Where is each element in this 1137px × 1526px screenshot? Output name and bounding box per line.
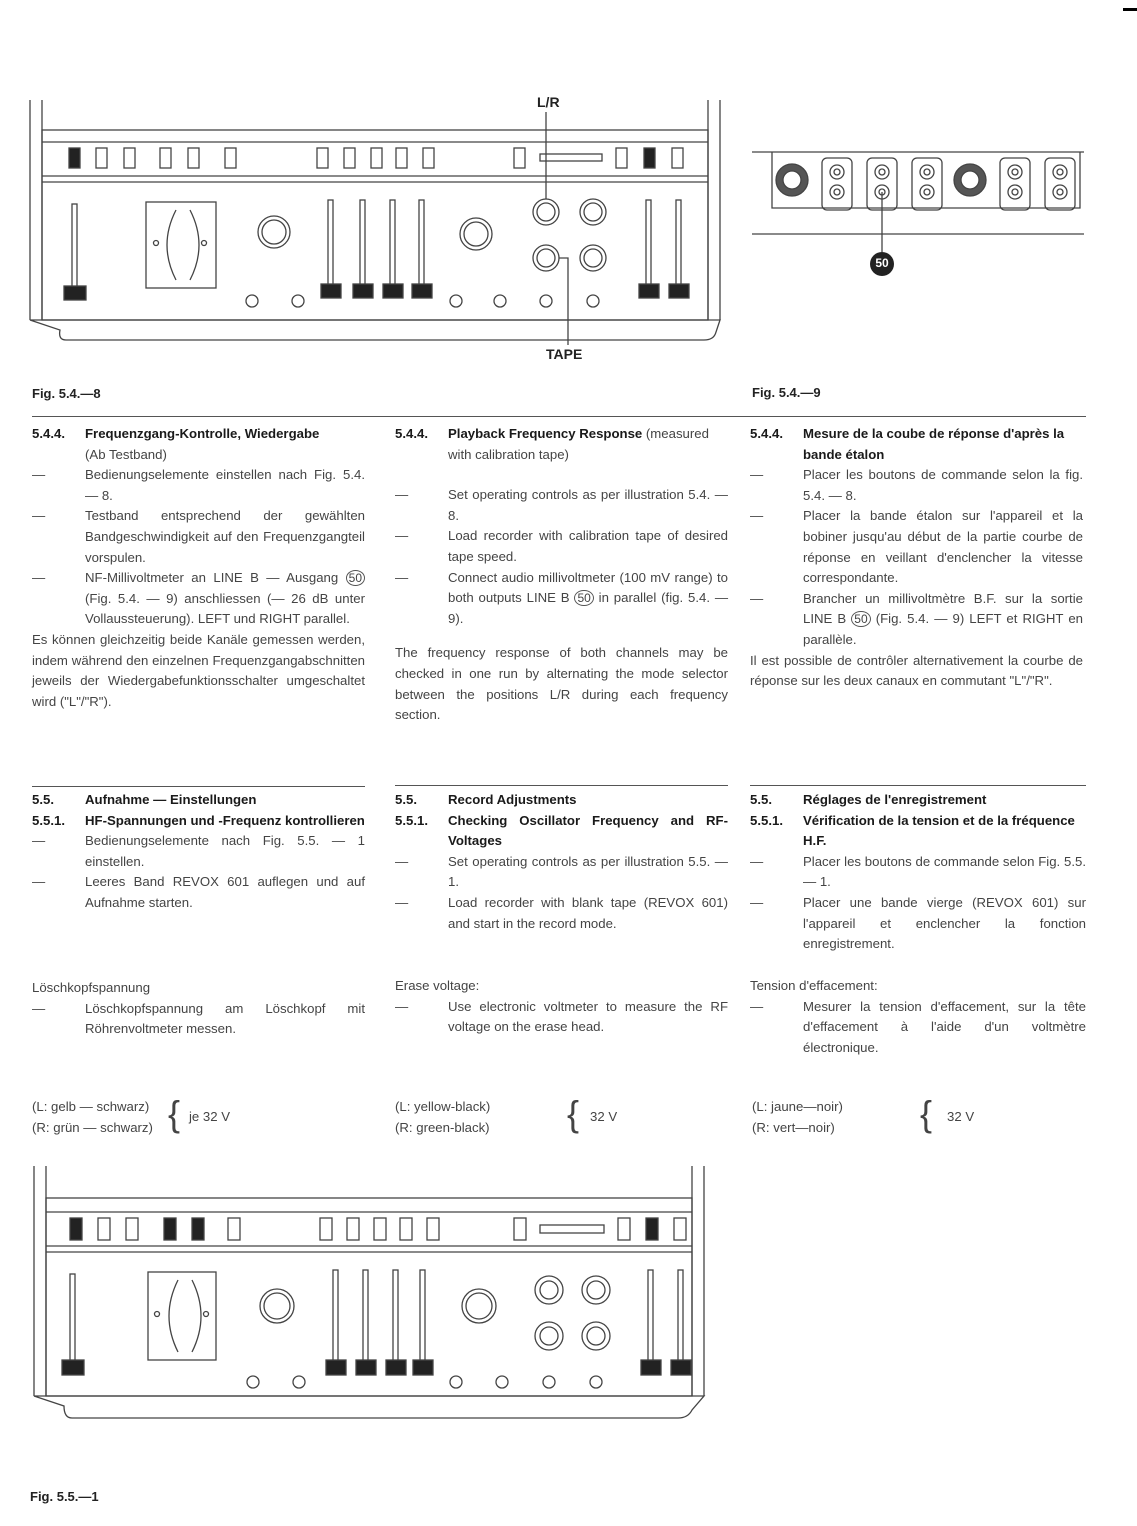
ref-50-icon: 50 [851, 611, 870, 627]
voltage-en: 32 V [590, 1109, 618, 1124]
heading-55-de: 5.5. Aufnahme — Einstellungen [32, 792, 257, 807]
step1-544-de: — Bedienungselemente einstellen nach Fig. 5.4. — 8. [32, 467, 365, 503]
fig-548-label: Fig. 5.4.—8 [32, 386, 101, 401]
step3-544-de: — NF-Millivoltmeter an LINE B — Ausgang 50 (Fig. 5.4. — 9) anschliessen (— 26 dB unter Vollaussteuerung). LEFT und RIGHT parallel. [32, 570, 365, 627]
heading-551-fr: 5.5.1. Vérification de la tension et de la fréquence H.F. [750, 812, 1075, 849]
figure-551-panel [32, 1166, 707, 1436]
brace-icon: { [567, 1093, 580, 1134]
heading-55-fr: 5.5. Réglages de l'enregistrement [750, 792, 987, 807]
note-544-fr: Il est possible de contrôler alternativement la courbe de réponse sur les deux canaux en commutant "L"/"R". [750, 652, 1083, 689]
note-544-en: The frequency response of both channels may be checked in one run by alternating the mode selector between the positions L/R during each frequency section. [395, 645, 728, 723]
callout-50: 50 [875, 256, 889, 270]
erase-step-en: — Use electronic voltmeter to measure the RF voltage on the erase head. [395, 998, 728, 1035]
step2-544-en: — Load recorder with calibration tape of desired tape speed. [395, 528, 728, 564]
erase-heading-en: Erase voltage: [395, 978, 480, 993]
step2-544-fr: — Placer la bande étalon sur l'appareil et la bobiner jusqu'au début de la partie courbe de réponse en veillant d'enclencher la vitesse correspondante. [750, 508, 1083, 586]
wires-fr: (L: jaune—noir) (R: vert—noir) [752, 1099, 843, 1135]
step1-544-fr: — Placer les boutons de commande selon la fig. 5.4. — 8. [750, 467, 1083, 503]
section-55-en [395, 790, 728, 934]
heading-551-en: 5.5.1. Checking Oscillator Frequency and RF-Voltages [395, 812, 728, 849]
rule-55-en [395, 785, 728, 786]
section-544-fr [750, 424, 1083, 692]
rule-55-fr [750, 785, 1086, 786]
heading-544-fr: 5.4.4. Mesure de la coube de réponse d'après la bande étalon [750, 426, 1065, 462]
brace-icon: { [168, 1093, 181, 1134]
step1-551-de: — Bedienungselemente nach Fig. 5.5. — 1 einstellen. [32, 833, 365, 869]
callout-lr: L/R [537, 94, 560, 110]
erase-fr [750, 976, 1086, 1058]
heading-544-en: 5.4.4. Playback Frequency Response (measured with calibration tape) [395, 426, 709, 462]
section-55-de [32, 790, 365, 914]
heading-551-de: 5.5.1. HF-Spannungen und -Frequenz kontrollieren [32, 812, 365, 828]
heading-55-en: 5.5. Record Adjustments [395, 792, 577, 807]
rule-544 [32, 416, 1086, 417]
subtitle-544-de: (Ab Testband) [85, 446, 167, 462]
step1-551-fr: — Placer les boutons de commande selon Fig. 5.5. — 1. [750, 853, 1086, 890]
erase-step-fr: — Mesurer la tension d'effacement, sur la tête d'effacement à l'aide d'un voltmètre électronique. [750, 998, 1086, 1055]
step1-551-en: — Set operating controls as per illustration 5.5. — 1. [395, 853, 728, 890]
wires-en: (L: yellow-black) (R: green-black) [395, 1099, 491, 1135]
step2-551-fr: — Placer une bande vierge (REVOX 601) sur l'appareil et enclencher la fonction enregistrement. [750, 894, 1086, 952]
ref-50-icon: 50 [574, 590, 593, 606]
wires-de: (L: gelb — schwarz) (R: grün — schwarz) [32, 1099, 153, 1135]
voltage-de: je 32 V [189, 1109, 231, 1124]
erase-de [32, 978, 365, 1040]
step1-544-en: — Set operating controls as per illustration 5.4. — 8. [395, 487, 728, 523]
step3-544-en: — Connect audio millivoltmeter (100 mV range) to both outputs LINE B 50 in parallel (fig. 5.4. — 9). [395, 569, 729, 626]
figure-548-panel [28, 100, 728, 350]
erase-en [395, 976, 728, 1038]
voltage-fr: 32 V [947, 1109, 975, 1124]
step2-544-de: — Testband entsprechend der gewählten Bandgeschwindigkeit auf den Frequenzgangteil vorspulen. [32, 508, 365, 565]
fig-549-label: Fig. 5.4.—9 [752, 385, 821, 400]
step2-551-en: — Load recorder with blank tape (REVOX 601) and start in the record mode. [395, 894, 728, 931]
erase-heading-de: Löschkopfspannung [32, 980, 151, 995]
ref-50-icon: 50 [346, 570, 365, 586]
step3-544-fr: — Brancher un millivoltmètre B.F. sur la sortie LINE B 50 (Fig. 5.4. — 9) LEFT et RIGHT en parallèle. [750, 590, 1083, 647]
step2-551-de: — Leeres Band REVOX 601 auflegen und auf Aufnahme starten. [32, 874, 365, 910]
note-544-de: Es können gleichzeitig beide Kanäle gemessen werden, indem während den einzelnen Frequenzgangabschnitten jeweils der Wiedergabefunktionsschalter umgeschaltet wird ("L"/"R"). [32, 631, 365, 709]
brace-icon: { [920, 1093, 933, 1134]
rule-55-de [32, 786, 365, 787]
section-544-de [32, 424, 365, 712]
erase-step-de: — Löschkopfspannung am Löschkopf mit Röhrenvoltmeter messen. [32, 1000, 365, 1037]
callout-tape: TAPE [546, 346, 583, 362]
heading-544-de: 5.4.4. Frequenzgang-Kontrolle, Wiedergabe [32, 426, 320, 441]
section-55-fr [750, 790, 1086, 955]
erase-heading-fr: Tension d'effacement: [750, 978, 878, 993]
fig-551-label: Fig. 5.5.—1 [30, 1489, 99, 1504]
section-544-en [395, 424, 728, 726]
figure-549-connectors [752, 148, 1086, 280]
corner-mark [1123, 8, 1137, 11]
